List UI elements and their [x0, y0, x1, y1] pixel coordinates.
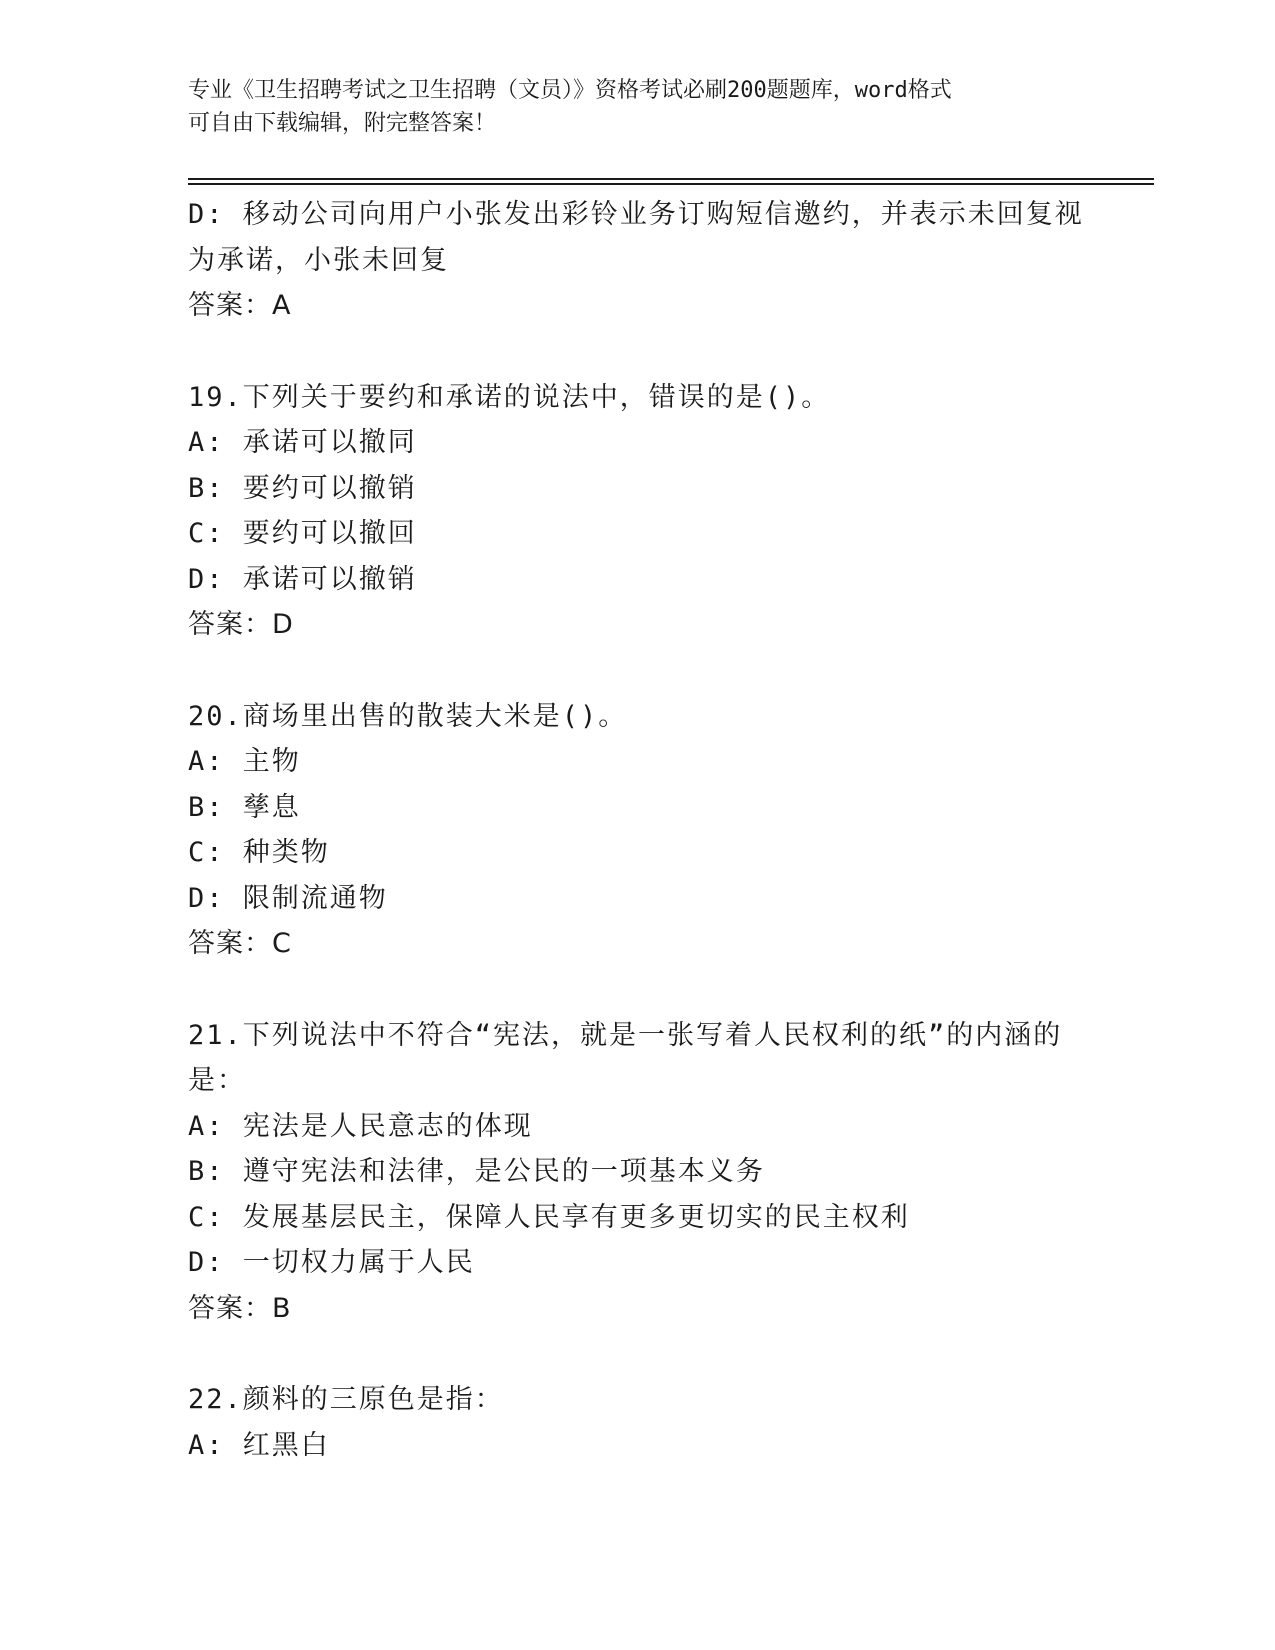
option-d: D: 承诺可以撤销 — [188, 563, 417, 595]
option-c: C: 种类物 — [188, 837, 330, 868]
option-b: B: 孳息 — [188, 791, 301, 823]
answer: 答案：D — [188, 609, 294, 640]
question-stem-line-1: 21.下列说法中不符合“宪法，就是一张写着人民权利的纸”的内涵的 — [188, 1019, 1063, 1051]
option-a: A: 红黑白 — [188, 1429, 330, 1461]
option-d-line-2: 为承诺，小张未回复 — [188, 244, 449, 276]
answer: 答案：B — [188, 1292, 292, 1324]
header-line-1: 专业《卫生招聘考试之卫生招聘（文员）》资格考试必刷200题题库，word格式 — [188, 78, 952, 103]
header-divider-top — [188, 178, 1154, 180]
document-header — [188, 74, 1088, 140]
option-b: B: 要约可以撤销 — [188, 472, 417, 504]
option-d-line-1: D: 移动公司向用户小张发出彩铃业务订购短信邀约，并表示未回复视 — [188, 199, 1084, 230]
answer: 答案：A — [188, 290, 292, 321]
question-stem: 20.商场里出售的散装大米是()。 — [188, 700, 628, 732]
option-a: A: 承诺可以撤同 — [188, 427, 417, 458]
option-c: C: 要约可以撤回 — [188, 518, 417, 549]
option-d: D: 一切权力属于人民 — [188, 1247, 475, 1278]
option-a: A: 主物 — [188, 746, 301, 777]
option-d: D: 限制流通物 — [188, 882, 388, 914]
option-b: B: 遵守宪法和法律，是公民的一项基本义务 — [188, 1156, 765, 1187]
option-a: A: 宪法是人民意志的体现 — [188, 1110, 533, 1142]
question-stem-line-2: 是： — [188, 1065, 246, 1096]
question-stem: 22.颜料的三原色是指： — [188, 1384, 504, 1415]
question-list — [188, 192, 1088, 1468]
option-c: C: 发展基层民主，保障人民享有更多更切实的民主权利 — [188, 1201, 910, 1233]
question-stem: 19.下列关于要约和承诺的说法中，错误的是()。 — [188, 381, 831, 413]
header-divider-bottom — [188, 183, 1154, 185]
header-line-2: 可自由下载编辑，附完整答案！ — [188, 111, 497, 136]
answer: 答案：C — [188, 928, 292, 959]
